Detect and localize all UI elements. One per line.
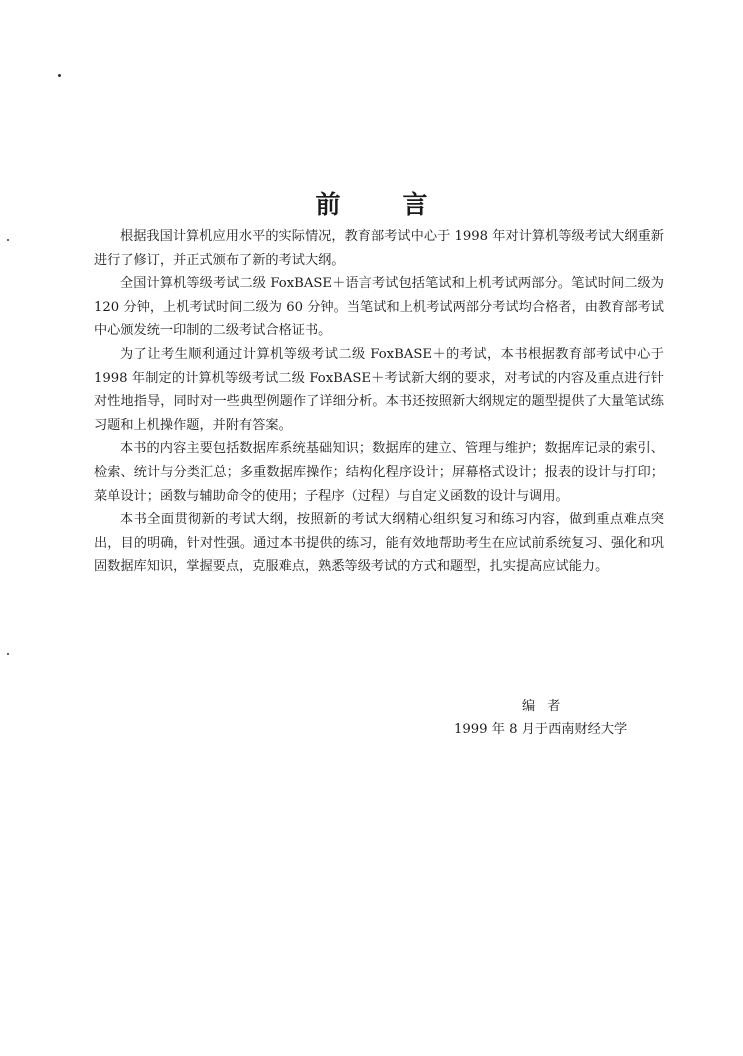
scan-speck	[58, 74, 61, 77]
scan-speck	[7, 239, 9, 241]
paragraph: 本书全面贯彻新的考试大纲，按照新的考试大纲精心组织复习和练习内容，做到重点难点突出，目的明确，针对性强。通过本书提供的练习，能有效地帮助考生在应试前系统复习、强化和巩固数据库知识，掌握要点，克服难点，熟悉等级考试的方式和题型，扎实提高应试能力。	[94, 512, 664, 575]
page-title: 前言	[315, 189, 490, 219]
signature-date: 1999 年 8 月于西南财经大学	[454, 722, 628, 737]
paragraph: 全国计算机等级考试二级 FoxBASE＋语言考试包括笔试和上机考试两部分。笔试时间二级为 120 分钟，上机考试时间二级为 60 分钟。当笔试和上机考试两部分考试均合格者，由教育部考试中心颁发统一印制的二级考试合格证书。	[94, 276, 664, 339]
signature-block	[440, 695, 660, 741]
scan-speck	[7, 653, 9, 655]
signature-author: 编者	[522, 699, 573, 714]
preface-body	[94, 225, 664, 579]
paragraph: 本书的内容主要包括数据库系统基础知识；数据库的建立、管理与维护；数据库记录的索引、检索、统计与分类汇总；多重数据库操作；结构化程序设计；屏幕格式设计；报表的设计与打印；菜单设计；函数与辅助命令的使用；子程序（过程）与自定义函数的设计与调用。	[94, 441, 664, 504]
paragraph: 根据我国计算机应用水平的实际情况，教育部考试中心于 1998 年对计算机等级考试大纲重新进行了修订，并正式颁布了新的考试大纲。	[94, 229, 664, 268]
paragraph: 为了让考生顺利通过计算机等级考试二级 FoxBASE＋的考试，本书根据教育部考试中心于 1998 年制定的计算机等级考试二级 FoxBASE＋考试新大纲的要求，对考试的内容及重点进行针对性地指导，同时对一些典型例题作了详细分析。本书还按照新大纲规定的题型提供了大量笔试练习题和上机操作题，并附有答案。	[94, 346, 664, 433]
